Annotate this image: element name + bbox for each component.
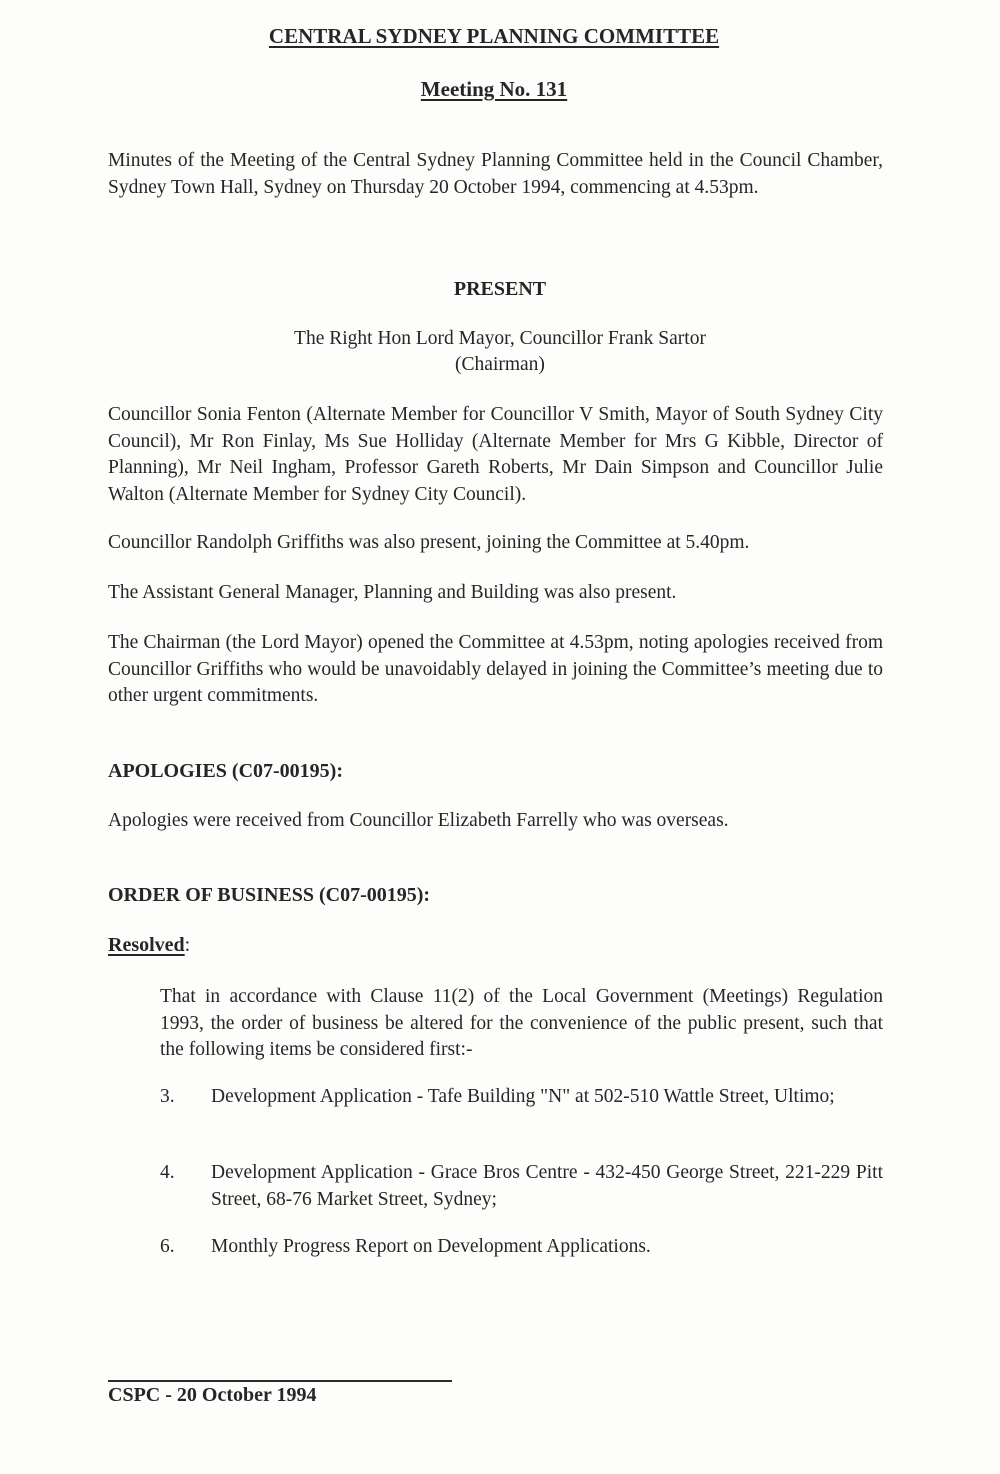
item-text: Development Application - Grace Bros Centre - 432-450 George Street, 221-229 Pitt Street, 68-76 Market Street, Sydney; — [211, 1162, 883, 1210]
item-number: 6. — [160, 1236, 175, 1257]
chair-role: (Chairman) — [455, 354, 545, 375]
members-paragraph: Councillor Sonia Fenton (Alternate Member for Councillor V Smith, Mayor of South Sydney City Council), Mr Ron Finlay, Ms Sue Holliday (Alternate Member for Mrs G Kibble, Director of Planning), Mr Neil Ingham, Professor Gareth Roberts, Mr Dain Simpson and Councillor Julie Walton (Alternate Member for Sydney City Council). — [108, 404, 883, 505]
also-present-agm: The Assistant General Manager, Planning and Building was also present. — [108, 582, 677, 603]
chair-line: The Right Hon Lord Mayor, Councillor Frank Sartor — [294, 328, 706, 349]
apologies-heading: APOLOGIES (C07-00195): — [108, 760, 343, 782]
also-present-griffiths: Councillor Randolph Griffiths was also present, joining the Committee at 5.40pm. — [108, 532, 750, 553]
footer-text: CSPC - 20 October 1994 — [108, 1384, 317, 1406]
item-text: Development Application - Tafe Building "N" at 502-510 Wattle Street, Ultimo; — [211, 1086, 835, 1107]
footer-divider — [108, 1380, 452, 1382]
meeting-number: Meeting No. 131 — [420, 77, 568, 101]
item-number: 3. — [160, 1086, 175, 1107]
intro-paragraph: Minutes of the Meeting of the Central Sydney Planning Committee held in the Council Chamber, Sydney Town Hall, Sydney on Thursday 20 October 1994, commencing at 4.53pm. — [108, 150, 883, 198]
opening-paragraph: The Chairman (the Lord Mayor) opened the Committee at 4.53pm, noting apologies received from Councillor Griffiths who would be unavoidably delayed in joining the Committee’s meeting due to other urgent commitments. — [108, 632, 883, 706]
resolved-word: Resolved — [108, 934, 185, 956]
item-number: 4. — [160, 1162, 175, 1183]
apologies-text: Apologies were received from Councillor Elizabeth Farrelly who was overseas. — [108, 810, 729, 831]
document-title: CENTRAL SYDNEY PLANNING COMMITTEE — [268, 24, 720, 48]
resolution-text: That in accordance with Clause 11(2) of the Local Government (Meetings) Regulation 1993, the order of business be altered for the convenience of the public present, such that the following items be considered first:- — [160, 986, 883, 1060]
item-text: Monthly Progress Report on Development Applications. — [211, 1236, 651, 1257]
present-heading: PRESENT — [453, 278, 547, 300]
order-of-business-heading: ORDER OF BUSINESS (C07-00195): — [108, 884, 431, 906]
resolved-colon: : — [184, 934, 191, 956]
resolved-label — [108, 934, 190, 957]
